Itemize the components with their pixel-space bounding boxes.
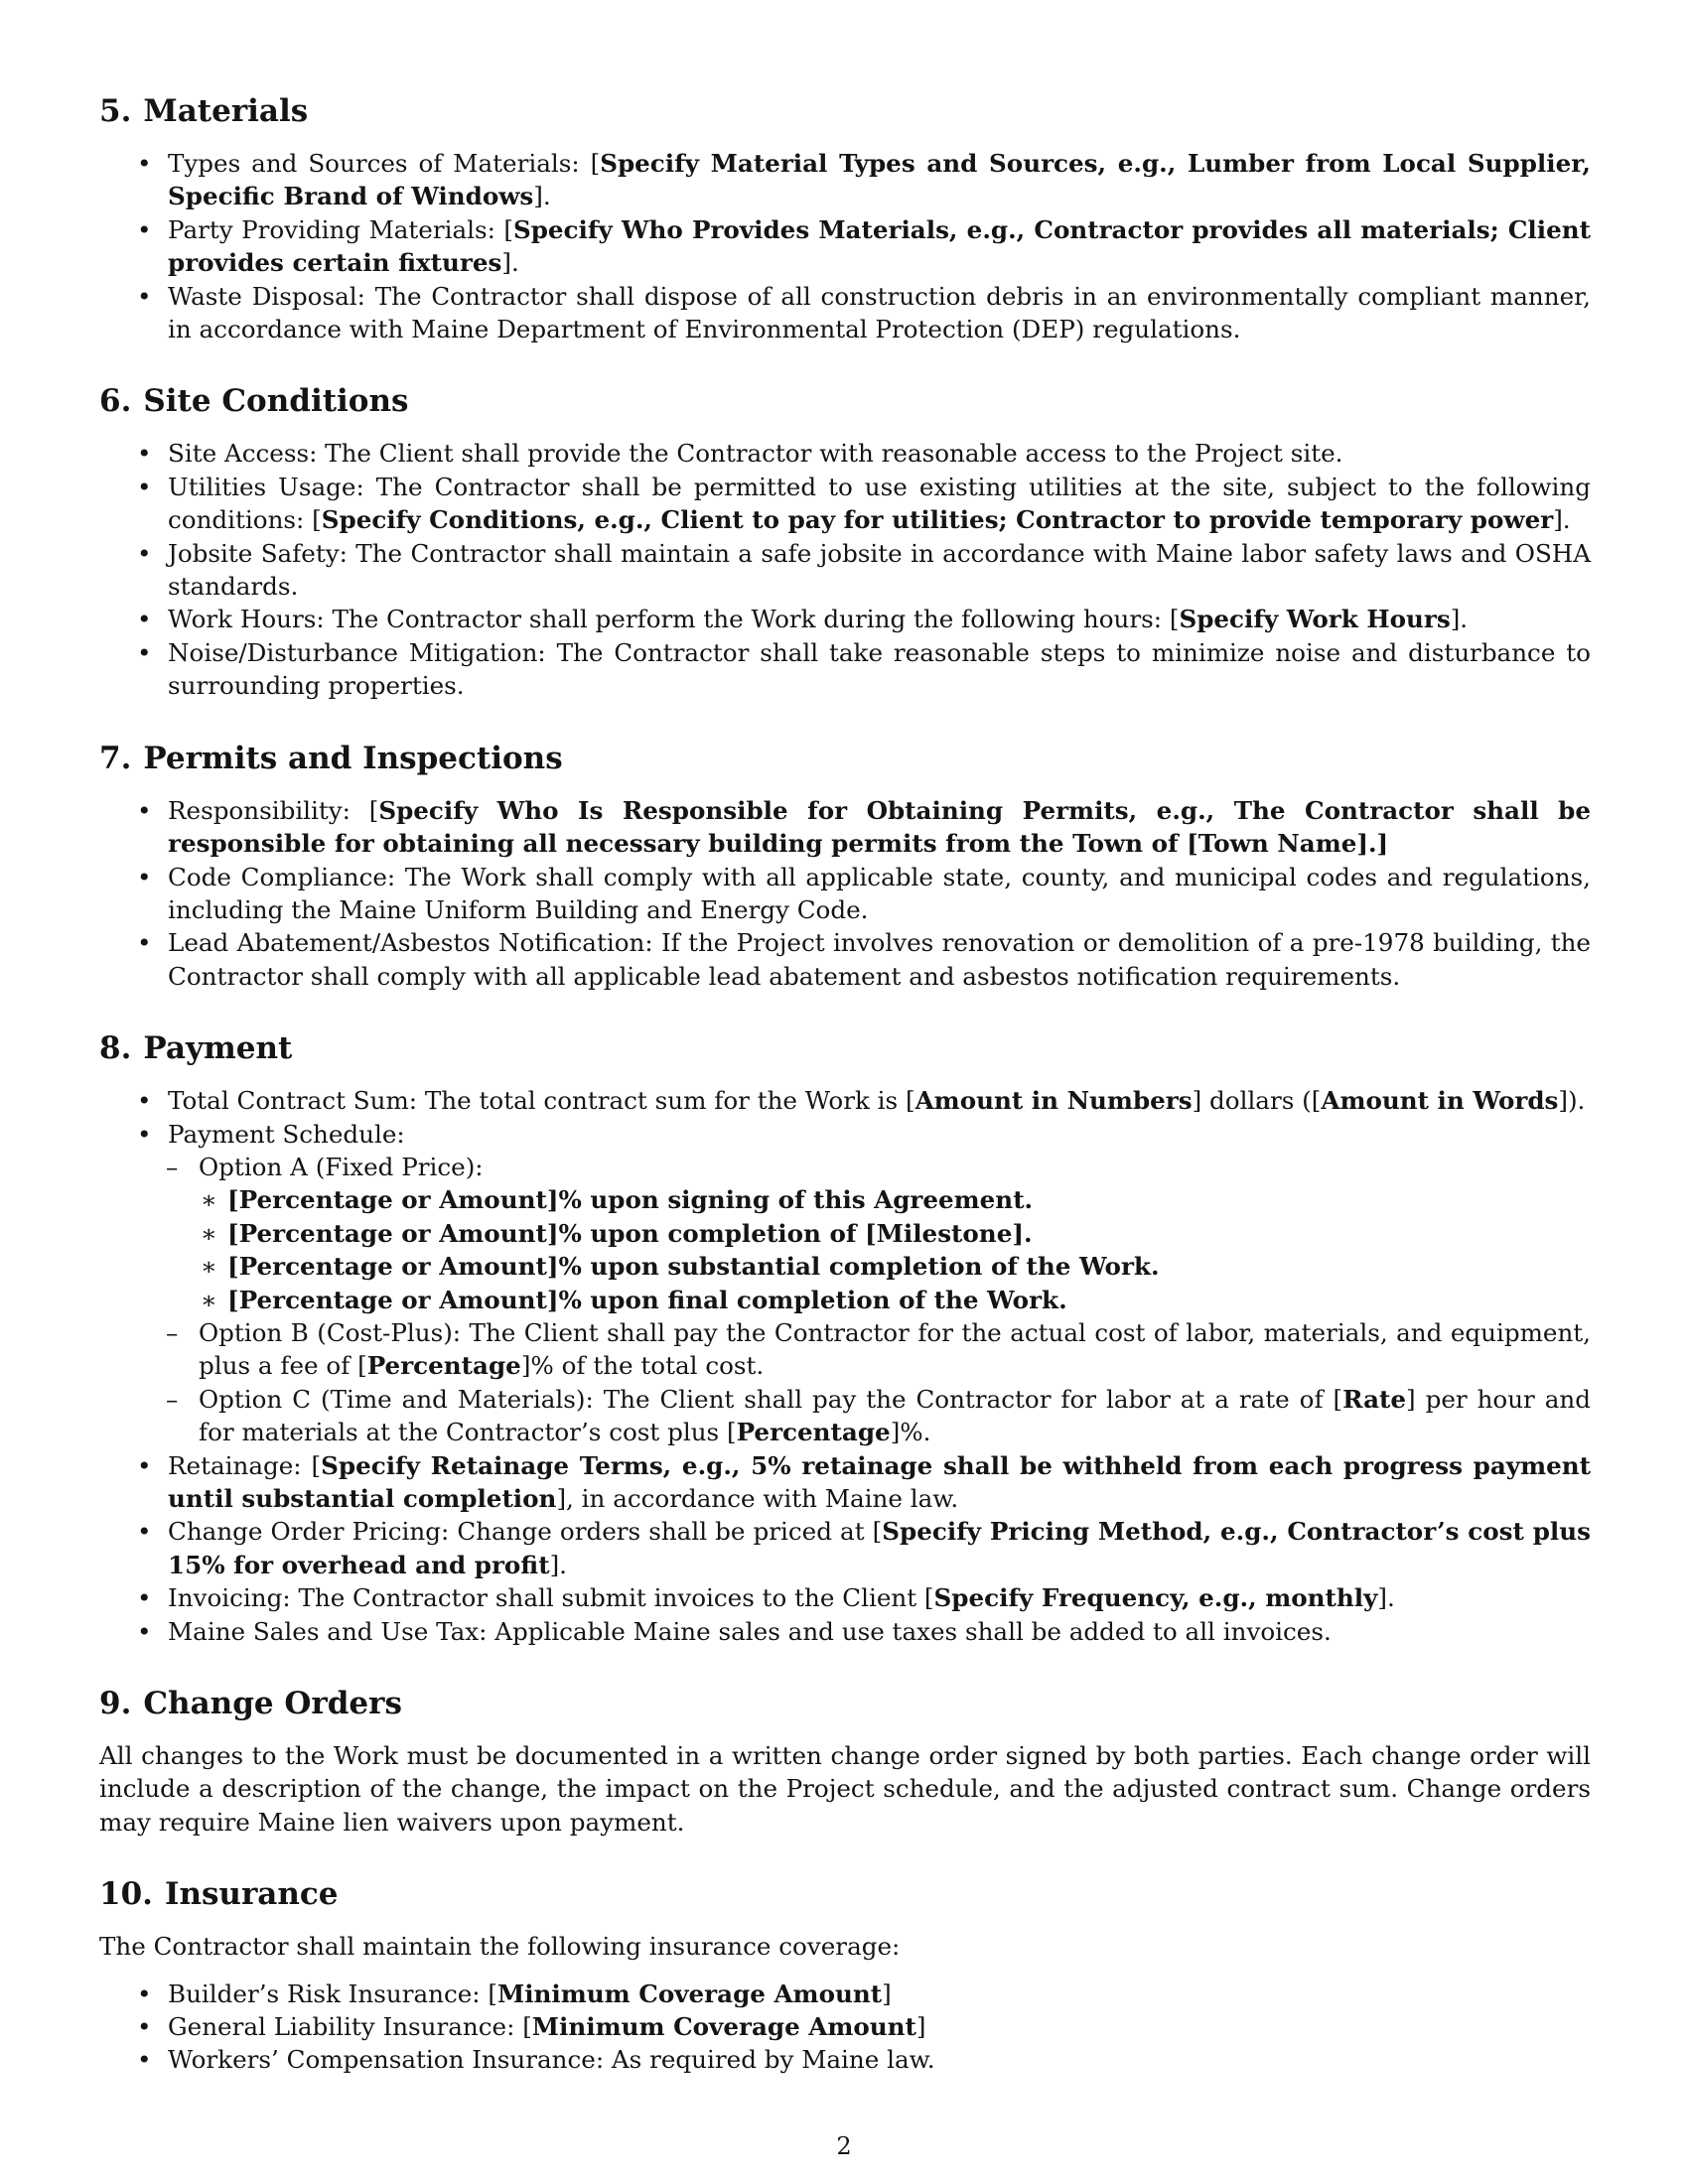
list-item [99, 213, 1591, 280]
section-title: Site Conditions [143, 383, 409, 420]
list-item [99, 471, 1591, 537]
section-number: 7. [99, 740, 132, 776]
section-number: 8. [99, 1030, 132, 1067]
placeholder-text: Rate [1342, 1384, 1407, 1414]
bullet-list [99, 1978, 1591, 2077]
item-text: ]%. [890, 1418, 931, 1447]
section-heading [99, 739, 1591, 778]
item-text: Utilities Usage: The Contractor shall be permitted to use existing utilities at the site, subject to the following conditions: [ [168, 472, 1591, 535]
bullet-list [99, 437, 1591, 702]
placeholder-text: Percentage [366, 1351, 521, 1381]
item-text: ]. [1553, 505, 1571, 535]
list-item [99, 2043, 1591, 2076]
section-heading [99, 1028, 1591, 1068]
placeholder-text: [Percentage or Amount]% upon substantial completion of the Work. [227, 1252, 1160, 1282]
item-text: Work Hours: The Contractor shall perform the Work during the following hours: [ [168, 605, 1180, 634]
section-title: Payment [143, 1030, 293, 1067]
item-text: Waste Disposal: The Contractor shall dispose of all construction debris in an environmentally compliant manner, in accordance with Maine Department of Environmental Protection (DEP) regulations. [168, 281, 1591, 344]
item-text: ]. [533, 182, 551, 211]
section-heading [99, 91, 1591, 131]
section-intro: The Contractor shall maintain the following insurance coverage: [99, 1932, 901, 1962]
section-change-orders [99, 1684, 1591, 1839]
payment-milestone [176, 1217, 1591, 1250]
placeholder-text: [Percentage or Amount]% upon completion of [Milestone]. [227, 1218, 1033, 1248]
sub-list [168, 1151, 1591, 1449]
item-text: ] per hour and for materials at the Contractor’s cost plus [ [199, 1384, 1591, 1447]
section-number: 6. [99, 383, 132, 420]
section-number: 5. [99, 93, 132, 129]
list-item [99, 1581, 1591, 1614]
placeholder-text: Specify Retainage Terms, e.g., 5% retainage shall be withheld from each progress payment until substantial completion [168, 1450, 1591, 1513]
section-title: Change Orders [143, 1686, 402, 1722]
placeholder-text: Specify Conditions, e.g., Client to pay for utilities; Contractor to provide temporary power [321, 505, 1554, 535]
option-a [137, 1151, 1591, 1316]
list-item [99, 861, 1591, 927]
bullet-list [99, 794, 1591, 993]
section-title: Permits and Inspections [143, 740, 563, 776]
section-heading [99, 1684, 1591, 1723]
item-text: ]). [1558, 1086, 1586, 1116]
item-text: Retainage: [ [168, 1450, 322, 1480]
payment-milestone [176, 1284, 1591, 1316]
placeholder-text: Specify Frequency, e.g., monthly [933, 1583, 1378, 1613]
item-text: ] dollars ([ [1192, 1086, 1322, 1116]
placeholder-text: Minimum Coverage Amount [496, 1979, 883, 2008]
list-item [99, 1615, 1591, 1648]
section-number: 10. [99, 1876, 153, 1913]
item-text: Total Contract Sum: The total contract sum for the Work is [ [168, 1086, 915, 1116]
item-text: Jobsite Safety: The Contractor shall maintain a safe jobsite in accordance with Maine labor safety laws and OSHA standards. [168, 538, 1591, 602]
item-text: ], in accordance with Maine law. [556, 1484, 959, 1513]
placeholder-text: Amount in Numbers [914, 1086, 1193, 1116]
item-text: Types and Sources of Materials: [ [168, 149, 601, 178]
placeholder-text: Specify Material Types and Sources, e.g., Lumber from Local Supplier, Specific Brand of Windows [168, 149, 1591, 211]
list-item [99, 603, 1591, 635]
list-item [99, 1515, 1591, 1581]
item-text: Option B (Cost-Plus): The Client shall pay the Contractor for the actual cost of labor, materials, and equipment, plus a fee of [ [199, 1317, 1591, 1381]
placeholder-text: Specify Pricing Method, e.g., Contractor’s cost plus 15% for overhead and profit [168, 1517, 1591, 1579]
placeholder-text: Minimum Coverage Amount [531, 2012, 916, 2042]
section-body: All changes to the Work must be documented in a written change order signed by both parties. Each change order will include a description of the change, the impact on the Project schedule, and the adjusted contract sum. Change orders may require Maine lien waivers upon payment. [99, 1741, 1591, 1837]
list-item [99, 926, 1591, 993]
item-text: Change Order Pricing: Change orders shall be priced at [ [168, 1517, 883, 1547]
list-item [99, 794, 1591, 861]
placeholder-text: Specify Work Hours [1179, 605, 1451, 634]
list-item-total [99, 1084, 1591, 1117]
list-item [99, 147, 1591, 213]
section-materials [99, 91, 1591, 345]
bullet-list [99, 147, 1591, 345]
section-number: 9. [99, 1686, 132, 1722]
section-heading [99, 381, 1591, 421]
item-text: ]% of the total cost. [520, 1351, 765, 1381]
placeholder-text: Percentage [736, 1418, 891, 1447]
item-text: Option A (Fixed Price): [199, 1152, 484, 1181]
sub-sub-list [199, 1183, 1591, 1316]
section-title: Insurance [164, 1876, 339, 1913]
item-text: Maine Sales and Use Tax: Applicable Maine sales and use taxes shall be added to all invoices. [168, 1616, 1332, 1646]
payment-milestone [176, 1250, 1591, 1283]
item-text: ]. [1450, 605, 1469, 634]
section-payment [99, 1028, 1591, 1648]
item-text: ]. [501, 248, 519, 278]
list-item-schedule [99, 1118, 1591, 1449]
bullet-list [99, 1084, 1591, 1648]
placeholder-text: [Percentage or Amount]% upon signing of this Agreement. [227, 1185, 1034, 1215]
section-heading [99, 1874, 1591, 1914]
item-text: Noise/Disturbance Mitigation: The Contractor shall take reasonable steps to minimize noise and disturbance to surrounding properties. [168, 637, 1591, 701]
placeholder-text: Specify Who Is Responsible for Obtaining Permits, e.g., The Contractor shall be responsible for obtaining all necessary building permits from the Town of [Town Name].] [168, 795, 1592, 859]
item-text: ] [915, 2012, 926, 2042]
page-content [99, 91, 1591, 2113]
item-text: Payment Schedule: [168, 1119, 405, 1149]
item-text: Workers’ Compensation Insurance: As required by Maine law. [168, 2045, 935, 2075]
item-text: Code Compliance: The Work shall comply with all applicable state, county, and municipal codes and regulations, including the Maine Uniform Building and Energy Code. [168, 862, 1591, 924]
option-b [137, 1316, 1591, 1383]
item-text: Invoicing: The Contractor shall submit invoices to the Client [ [168, 1583, 934, 1613]
item-text: ]. [549, 1550, 567, 1579]
item-text: Site Access: The Client shall provide the Contractor with reasonable access to the Project site. [168, 439, 1343, 469]
section-title: Materials [143, 93, 309, 129]
section-site-conditions [99, 381, 1591, 702]
item-text: ] [882, 1979, 892, 2008]
payment-milestone [176, 1183, 1591, 1216]
list-item [99, 280, 1591, 346]
placeholder-text: Amount in Words [1321, 1086, 1559, 1116]
list-item [99, 1449, 1591, 1516]
item-text: ]. [1377, 1583, 1395, 1613]
item-text: Option C (Time and Materials): The Client shall pay the Contractor for labor at a rate of [ [199, 1384, 1343, 1414]
option-c [137, 1383, 1591, 1449]
placeholder-text: Specify Who Provides Materials, e.g., Contractor provides all materials; Client provides certain fixtures [168, 214, 1592, 278]
page-number: 2 [836, 2132, 852, 2160]
section-insurance [99, 1874, 1591, 2077]
section-permits [99, 739, 1591, 993]
list-item [99, 537, 1591, 604]
list-item [99, 2010, 1591, 2043]
item-text: Builder’s Risk Insurance: [ [168, 1979, 497, 2008]
placeholder-text: [Percentage or Amount]% upon final completion of the Work. [227, 1285, 1067, 1314]
item-text: Responsibility: [ [168, 795, 379, 825]
list-item [99, 437, 1591, 470]
list-item [99, 1978, 1591, 2010]
list-item [99, 636, 1591, 703]
item-text: General Liability Insurance: [ [168, 2012, 532, 2042]
item-text: Lead Abatement/Asbestos Notification: If the Project involves renovation or demolition of a pre-1978 building, the Contractor shall comply with all applicable lead abatement and asbestos notification requirements. [168, 928, 1591, 991]
item-text: Party Providing Materials: [ [168, 214, 513, 244]
